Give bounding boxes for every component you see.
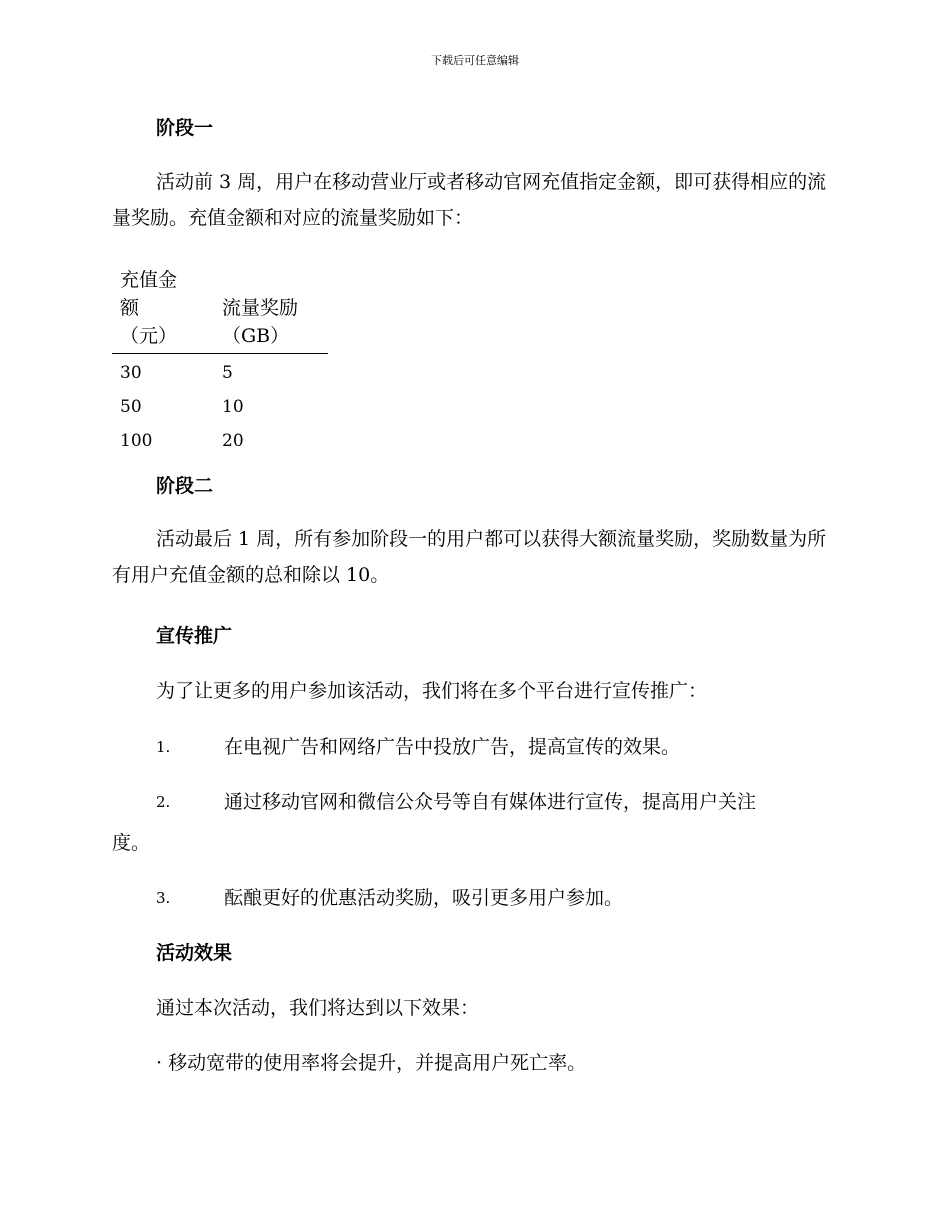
table-cell: 50 [120,397,142,417]
page-header: 下载后可任意编辑 [431,54,519,67]
bullet-item: · 移动宽带的使用率将会提升，并提高用户死亡率。 [156,1052,587,1074]
heading-effects: 活动效果 [156,942,233,964]
table-cell: 5 [222,363,233,383]
paragraph-effects-intro: 通过本次活动，我们将达到以下效果： [156,997,480,1019]
list-item: 酝酿更好的优惠活动奖励，吸引更多用户参加。 [224,887,624,909]
paragraph-promotion-intro: 为了让更多的用户参加该活动，我们将在多个平台进行宣传推广： [156,680,708,702]
heading-promotion: 宣传推广 [156,625,233,647]
list-number: 3. [156,889,171,907]
table-cell: 30 [120,363,142,383]
table-cell: 100 [120,431,153,451]
table-header-reward: 流量奖励 （GB） [222,297,299,347]
list-number: 2. [156,793,171,811]
heading-stage-two: 阶段二 [156,475,214,497]
table-rule [112,353,328,354]
table-cell: 10 [222,397,244,417]
table-header-amount: 充值金 额 （元） [120,269,178,347]
paragraph-stage-two: 活动最后 1 周，所有参加阶段一的用户都可以获得大额流量奖励，奖励数量为所有用户充值金额的总和除以 10。 [112,528,827,586]
list-number: 1. [156,738,171,756]
list-item: 在电视广告和网络广告中投放广告，提高宣传的效果。 [224,736,681,758]
heading-stage-one: 阶段一 [156,117,214,139]
list-item: 通过移动官网和微信公众号等自有媒体进行宣传，提高用户关注 [224,791,757,813]
table-cell: 20 [222,431,244,451]
list-item-continuation: 度。 [112,832,151,854]
paragraph-stage-one: 活动前 3 周，用户在移动营业厅或者移动官网充值指定金额，即可获得相应的流量奖励。充值金额和对应的流量奖励如下： [112,171,827,229]
